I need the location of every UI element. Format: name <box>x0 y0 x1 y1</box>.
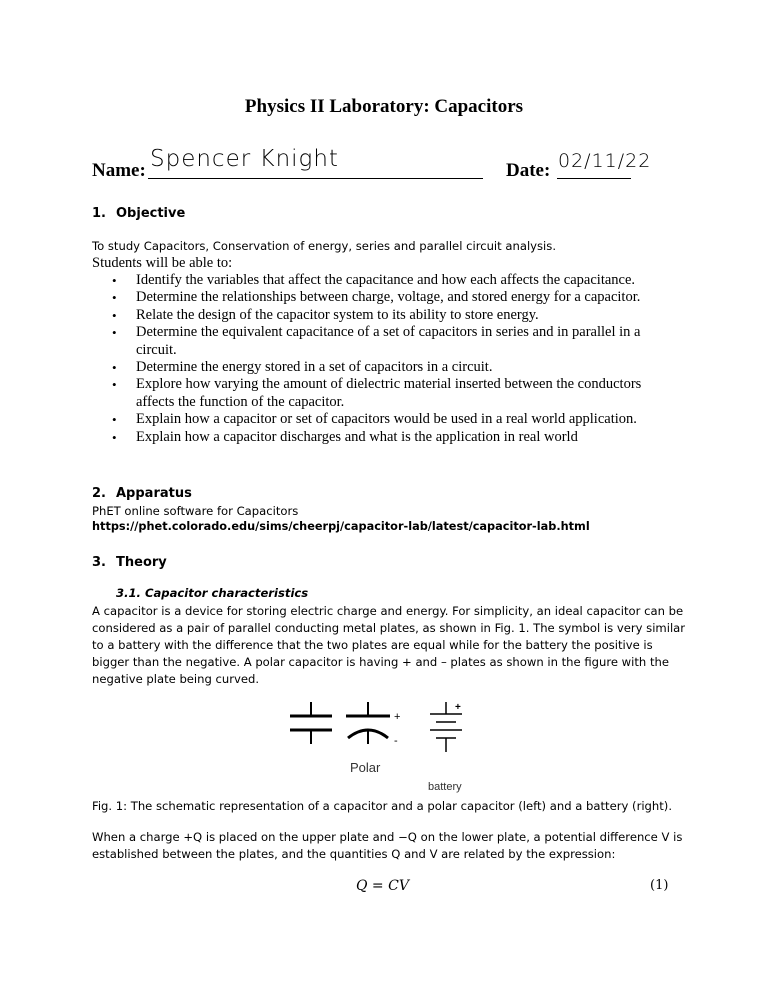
section-number: 1. <box>92 206 106 221</box>
date-label: Date: <box>506 160 551 181</box>
apparatus-link[interactable]: https://phet.colorado.edu/sims/cheerpj/capacitor-lab/latest/capacitor-lab.html <box>92 520 590 533</box>
equation: Q = CV <box>356 878 409 894</box>
theory-paragraph-2: When a charge +Q is placed on the upper plate and −Q on the lower plate, a potential difference V is established between the plates, and the quantities Q and V are related by the expression: <box>92 830 683 861</box>
list-item: • Explain how a capacitor or set of capacitors would be used in a real world application. <box>108 411 668 428</box>
date-underline <box>557 178 631 179</box>
name-label: Name: <box>92 160 146 181</box>
list-item: • Explain how a capacitor discharges and what is the application in real world <box>108 429 668 446</box>
subsection-heading: 3.1. Capacitor characteristics <box>116 586 309 600</box>
list-item: • Determine the energy stored in a set of capacitors in a circuit. <box>108 359 668 376</box>
figure-caption: Fig. 1: The schematic representation of a capacitor and a polar capacitor (left) and a battery (right). <box>92 799 673 813</box>
list-item: • Explore how varying the amount of dielectric material inserted between the conductors affects the function of the capacitor. <box>108 376 668 411</box>
theory-paragraph-1: A capacitor is a device for storing electric charge and energy. For simplicity, an ideal capacitor can be considered as a pair of parallel conducting metal plates, as shown in Fig. 1. The symbol is very similar to a battery with the difference that the two plates are equal while for the battery the positive is bigger than the negative. A polar capacitor is having + and – plates as shown in the figure with the negative plate being curved. <box>92 604 686 686</box>
section-heading-text: Apparatus <box>116 486 192 501</box>
list-item: • Determine the equivalent capacitance of a set of capacitors in series and in parallel in a circuit. <box>108 324 668 359</box>
section-number: 2. <box>92 486 106 501</box>
plus-label: + <box>394 711 401 723</box>
objective-list <box>108 272 668 446</box>
battery-plus-label: + <box>455 702 461 713</box>
section-objective-heading <box>92 206 185 221</box>
section-apparatus-heading <box>92 486 192 501</box>
objective-lead: Students will be able to: <box>92 255 233 271</box>
capacitor-figure <box>286 700 476 796</box>
list-item: • Identify the variables that affect the capacitance and how each affects the capacitance. <box>108 272 668 289</box>
section-heading-text: Theory <box>116 555 167 570</box>
list-item: • Determine the relationships between charge, voltage, and stored energy for a capacitor. <box>108 289 668 306</box>
equation-number: (1) <box>650 878 669 893</box>
apparatus-text: PhET online software for Capacitors <box>92 504 299 518</box>
date-value: 02/11/22 <box>558 150 652 172</box>
section-heading-text: Objective <box>116 206 186 221</box>
polar-label: Polar <box>350 760 381 775</box>
battery-label: battery <box>428 781 462 793</box>
name-value: Spencer Knight <box>150 146 339 172</box>
minus-label: - <box>394 735 398 747</box>
section-theory-heading <box>92 555 167 570</box>
section-number: 3. <box>92 555 106 570</box>
list-item: • Relate the design of the capacitor system to its ability to store energy. <box>108 307 668 324</box>
name-underline <box>148 178 483 179</box>
objective-intro: To study Capacitors, Conservation of energy, series and parallel circuit analysis. <box>92 239 557 253</box>
page-title: Physics II Laboratory: Capacitors <box>244 96 524 117</box>
